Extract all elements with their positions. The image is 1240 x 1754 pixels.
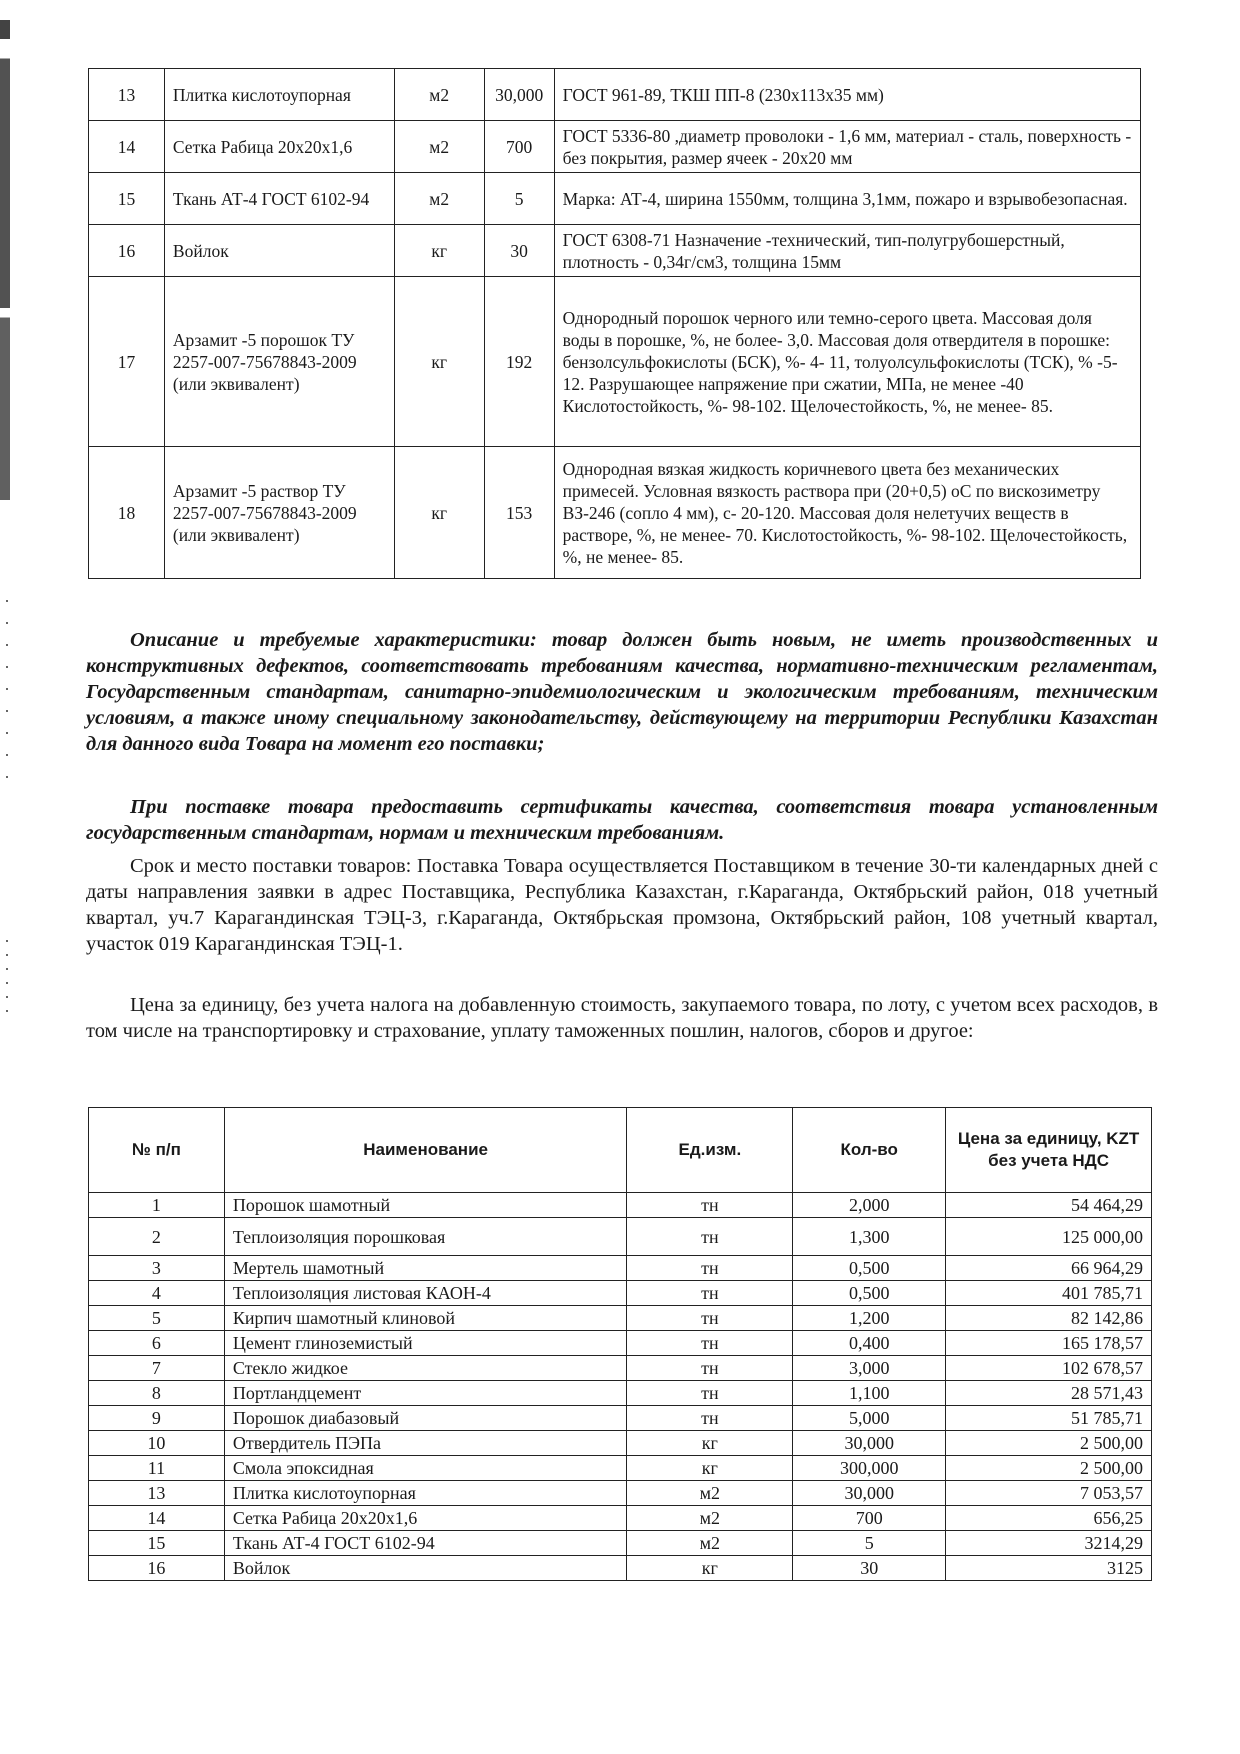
price-cell-unit: тн bbox=[627, 1193, 793, 1218]
spec-row bbox=[89, 277, 1141, 447]
spec-cell-unit: м2 bbox=[394, 173, 484, 225]
spec-cell-qty: 30 bbox=[484, 225, 554, 277]
spec-table bbox=[88, 68, 1141, 579]
spec-cell-num: 16 bbox=[89, 225, 165, 277]
price-cell-num: 15 bbox=[89, 1531, 225, 1556]
spec-cell-qty: 192 bbox=[484, 277, 554, 447]
price-cell-unit: тн bbox=[627, 1356, 793, 1381]
spec-row bbox=[89, 121, 1141, 173]
spec-cell-qty: 30,000 bbox=[484, 69, 554, 121]
spec-cell-unit: кг bbox=[394, 277, 484, 447]
spec-cell-num: 18 bbox=[89, 447, 165, 579]
spec-cell-unit: кг bbox=[394, 225, 484, 277]
spec-cell-desc: ГОСТ 5336-80 ,диаметр проволоки - 1,6 мм, материал - сталь, поверхность - без покрытия, размер ячеек - 20х20 мм bbox=[554, 121, 1140, 173]
price-cell-name: Войлок bbox=[224, 1556, 627, 1581]
price-cell-price: 66 964,29 bbox=[946, 1256, 1152, 1281]
price-cell-qty: 1,300 bbox=[793, 1218, 946, 1256]
price-cell-num: 9 bbox=[89, 1406, 225, 1431]
price-cell-qty: 3,000 bbox=[793, 1356, 946, 1381]
price-cell-qty: 0,400 bbox=[793, 1331, 946, 1356]
spec-cell-qty: 5 bbox=[484, 173, 554, 225]
header-name: Наименование bbox=[224, 1108, 627, 1193]
price-cell-qty: 5,000 bbox=[793, 1406, 946, 1431]
price-row bbox=[89, 1431, 1152, 1456]
price-row bbox=[89, 1218, 1152, 1256]
scan-artifact bbox=[0, 20, 10, 500]
price-cell-price: 656,25 bbox=[946, 1506, 1152, 1531]
spec-row bbox=[89, 69, 1141, 121]
price-cell-price: 2 500,00 bbox=[946, 1456, 1152, 1481]
price-row bbox=[89, 1281, 1152, 1306]
header-price: Цена за единицу, KZT без учета НДС bbox=[946, 1108, 1152, 1193]
price-cell-qty: 30,000 bbox=[793, 1481, 946, 1506]
price-cell-unit: м2 bbox=[627, 1531, 793, 1556]
price-row bbox=[89, 1381, 1152, 1406]
spec-cell-num: 13 bbox=[89, 69, 165, 121]
price-cell-num: 1 bbox=[89, 1193, 225, 1218]
spec-row bbox=[89, 173, 1141, 225]
price-cell-name: Теплоизоляция листовая КАОН-4 bbox=[224, 1281, 627, 1306]
price-cell-unit: кг bbox=[627, 1456, 793, 1481]
price-cell-unit: тн bbox=[627, 1331, 793, 1356]
price-row bbox=[89, 1193, 1152, 1218]
price-cell-qty: 5 bbox=[793, 1531, 946, 1556]
spec-cell-desc: Однородная вязкая жидкость коричневого цвета без механических примесей. Условная вязкость раствора при (20+0,5) оС по вискозиметру ВЗ-246 (сопло 4 мм), с- 20-120. Массовая доля нелетучих веществ в растворе, %, не менее- 70. Кислотостойкость, %- 98-102. Щелочестойкость, %, не менее- 85. bbox=[554, 447, 1140, 579]
price-cell-num: 7 bbox=[89, 1356, 225, 1381]
scan-artifact bbox=[6, 600, 8, 780]
price-row bbox=[89, 1556, 1152, 1581]
price-cell-num: 8 bbox=[89, 1381, 225, 1406]
price-cell-unit: тн bbox=[627, 1306, 793, 1331]
price-table-header bbox=[89, 1108, 1152, 1193]
price-cell-name: Мертель шамотный bbox=[224, 1256, 627, 1281]
price-cell-price: 2 500,00 bbox=[946, 1431, 1152, 1456]
price-table-body bbox=[89, 1193, 1152, 1581]
price-cell-price: 165 178,57 bbox=[946, 1331, 1152, 1356]
spec-cell-desc: ГОСТ 6308-71 Назначение -технический, тип-полугрубошерстный, плотность - 0,34г/см3, толщина 15мм bbox=[554, 225, 1140, 277]
spec-cell-qty: 700 bbox=[484, 121, 554, 173]
price-cell-unit: тн bbox=[627, 1218, 793, 1256]
price-cell-qty: 30,000 bbox=[793, 1431, 946, 1456]
price-cell-name: Сетка Рабица 20х20х1,6 bbox=[224, 1506, 627, 1531]
certificates-paragraph: При поставке товара предоставить сертификаты качества, соответствия товара установленным государственным стандартам, нормам и техническим требованиям. bbox=[86, 796, 1158, 844]
price-cell-name: Кирпич шамотный клиновой bbox=[224, 1306, 627, 1331]
price-row bbox=[89, 1331, 1152, 1356]
price-cell-num: 14 bbox=[89, 1506, 225, 1531]
price-row bbox=[89, 1506, 1152, 1531]
spec-cell-qty: 153 bbox=[484, 447, 554, 579]
price-cell-num: 16 bbox=[89, 1556, 225, 1581]
price-paragraph: Цена за единицу, без учета налога на добавленную стоимость, закупаемого товара, по лоту, с учетом всех расходов, в том числе на транспортировку и страхование, уплату таможенных пошлин, налогов, сборов и другое: bbox=[86, 994, 1158, 1042]
price-cell-price: 102 678,57 bbox=[946, 1356, 1152, 1381]
spec-cell-num: 14 bbox=[89, 121, 165, 173]
spec-table-body bbox=[89, 69, 1141, 579]
price-cell-name: Портландцемент bbox=[224, 1381, 627, 1406]
price-row bbox=[89, 1456, 1152, 1481]
price-cell-price: 3125 bbox=[946, 1556, 1152, 1581]
price-cell-price: 54 464,29 bbox=[946, 1193, 1152, 1218]
header-unit: Ед.изм. bbox=[627, 1108, 793, 1193]
price-cell-unit: кг bbox=[627, 1431, 793, 1456]
spec-cell-desc: Марка: АТ-4, ширина 1550мм, толщина 3,1мм, пожаро и взрывобезопасная. bbox=[554, 173, 1140, 225]
spec-cell-name: Плитка кислотоупорная bbox=[164, 69, 394, 121]
price-cell-num: 11 bbox=[89, 1456, 225, 1481]
spec-cell-desc: Однородный порошок черного или темно-серого цвета. Массовая доля воды в порошке, %, не более- 3,0. Массовая доля отвердителя в порошке: бензолсульфокислоты (БСК), %- 4- 11, толуолсульфокислоты (ТСК), % -5- 12. Разрушающее напряжение при сжатии, МПа, не менее -40 Кислотостойкость, %- 98-102. Щелочестойкость, %, не менее- 85. bbox=[554, 277, 1140, 447]
price-cell-name: Порошок диабазовый bbox=[224, 1406, 627, 1431]
price-cell-qty: 0,500 bbox=[793, 1256, 946, 1281]
price-cell-num: 13 bbox=[89, 1481, 225, 1506]
price-cell-price: 28 571,43 bbox=[946, 1381, 1152, 1406]
price-cell-unit: тн bbox=[627, 1381, 793, 1406]
price-row bbox=[89, 1406, 1152, 1431]
header-num: № п/п bbox=[89, 1108, 225, 1193]
spec-cell-num: 17 bbox=[89, 277, 165, 447]
price-row bbox=[89, 1531, 1152, 1556]
price-cell-num: 5 bbox=[89, 1306, 225, 1331]
price-cell-unit: тн bbox=[627, 1256, 793, 1281]
price-cell-qty: 1,200 bbox=[793, 1306, 946, 1331]
price-cell-num: 4 bbox=[89, 1281, 225, 1306]
price-cell-name: Ткань АТ-4 ГОСТ 6102-94 bbox=[224, 1531, 627, 1556]
spec-cell-unit: кг bbox=[394, 447, 484, 579]
price-row bbox=[89, 1356, 1152, 1381]
spec-cell-name: Ткань АТ-4 ГОСТ 6102-94 bbox=[164, 173, 394, 225]
price-cell-price: 401 785,71 bbox=[946, 1281, 1152, 1306]
price-cell-name: Стекло жидкое bbox=[224, 1356, 627, 1381]
price-cell-name: Плитка кислотоупорная bbox=[224, 1481, 627, 1506]
price-cell-name: Теплоизоляция порошковая bbox=[224, 1218, 627, 1256]
spec-cell-name: Войлок bbox=[164, 225, 394, 277]
price-cell-name: Цемент глиноземистый bbox=[224, 1331, 627, 1356]
price-cell-price: 51 785,71 bbox=[946, 1406, 1152, 1431]
spec-cell-desc: ГОСТ 961-89, ТКШ ПП-8 (230х113х35 мм) bbox=[554, 69, 1140, 121]
price-cell-unit: м2 bbox=[627, 1506, 793, 1531]
scan-artifact bbox=[6, 940, 8, 1020]
price-cell-qty: 2,000 bbox=[793, 1193, 946, 1218]
description-paragraph: Описание и требуемые характеристики: товар должен быть новым, не иметь производственных и конструктивных дефектов, соответствовать требованиям качества, нормативно-техническим регламентам, Государственным стандартам, санитарно-эпидемиологическим и экологическим требованиям, техническим условиям, а также иному специальному законодательству, действующему на территории Республики Казахстан для данного вида Товара на момент его поставки; bbox=[86, 629, 1158, 755]
price-cell-qty: 30 bbox=[793, 1556, 946, 1581]
spec-cell-unit: м2 bbox=[394, 121, 484, 173]
price-cell-name: Смола эпоксидная bbox=[224, 1456, 627, 1481]
price-row bbox=[89, 1256, 1152, 1281]
price-cell-qty: 700 bbox=[793, 1506, 946, 1531]
delivery-paragraph: Срок и место поставки товаров: Поставка Товара осуществляется Поставщиком в течение 30-ти календарных дней с даты направления заявки в адрес Поставщика, Республика Казахстан, г.Караганда, Октябрьский район, 018 учетный квартал, уч.7 Карагандинская ТЭЦ-3, г.Караганда, Октябрьская промзона, Октябрьский район, 108 учетный квартал, участок 019 Карагандинская ТЭЦ-1. bbox=[86, 855, 1158, 955]
price-cell-name: Порошок шамотный bbox=[224, 1193, 627, 1218]
spec-cell-num: 15 bbox=[89, 173, 165, 225]
spec-cell-name: Арзамит -5 раствор ТУ 2257-007-75678843-2009 (или эквивалент) bbox=[164, 447, 394, 579]
price-cell-name: Отвердитель ПЭПа bbox=[224, 1431, 627, 1456]
price-cell-unit: тн bbox=[627, 1281, 793, 1306]
price-table bbox=[88, 1107, 1152, 1581]
price-cell-num: 6 bbox=[89, 1331, 225, 1356]
price-row bbox=[89, 1306, 1152, 1331]
price-cell-price: 125 000,00 bbox=[946, 1218, 1152, 1256]
price-cell-unit: кг bbox=[627, 1556, 793, 1581]
price-cell-unit: тн bbox=[627, 1406, 793, 1431]
price-cell-price: 3214,29 bbox=[946, 1531, 1152, 1556]
price-cell-qty: 0,500 bbox=[793, 1281, 946, 1306]
price-cell-price: 7 053,57 bbox=[946, 1481, 1152, 1506]
price-cell-num: 10 bbox=[89, 1431, 225, 1456]
price-cell-unit: м2 bbox=[627, 1481, 793, 1506]
price-cell-qty: 300,000 bbox=[793, 1456, 946, 1481]
spec-row bbox=[89, 447, 1141, 579]
spec-cell-unit: м2 bbox=[394, 69, 484, 121]
header-qty: Кол-во bbox=[793, 1108, 946, 1193]
spec-cell-name: Арзамит -5 порошок ТУ 2257-007-75678843-2009 (или эквивалент) bbox=[164, 277, 394, 447]
price-cell-num: 2 bbox=[89, 1218, 225, 1256]
price-row bbox=[89, 1481, 1152, 1506]
price-cell-qty: 1,100 bbox=[793, 1381, 946, 1406]
header-row bbox=[89, 1108, 1152, 1193]
price-cell-price: 82 142,86 bbox=[946, 1306, 1152, 1331]
spec-row bbox=[89, 225, 1141, 277]
spec-cell-name: Сетка Рабица 20х20х1,6 bbox=[164, 121, 394, 173]
price-cell-num: 3 bbox=[89, 1256, 225, 1281]
